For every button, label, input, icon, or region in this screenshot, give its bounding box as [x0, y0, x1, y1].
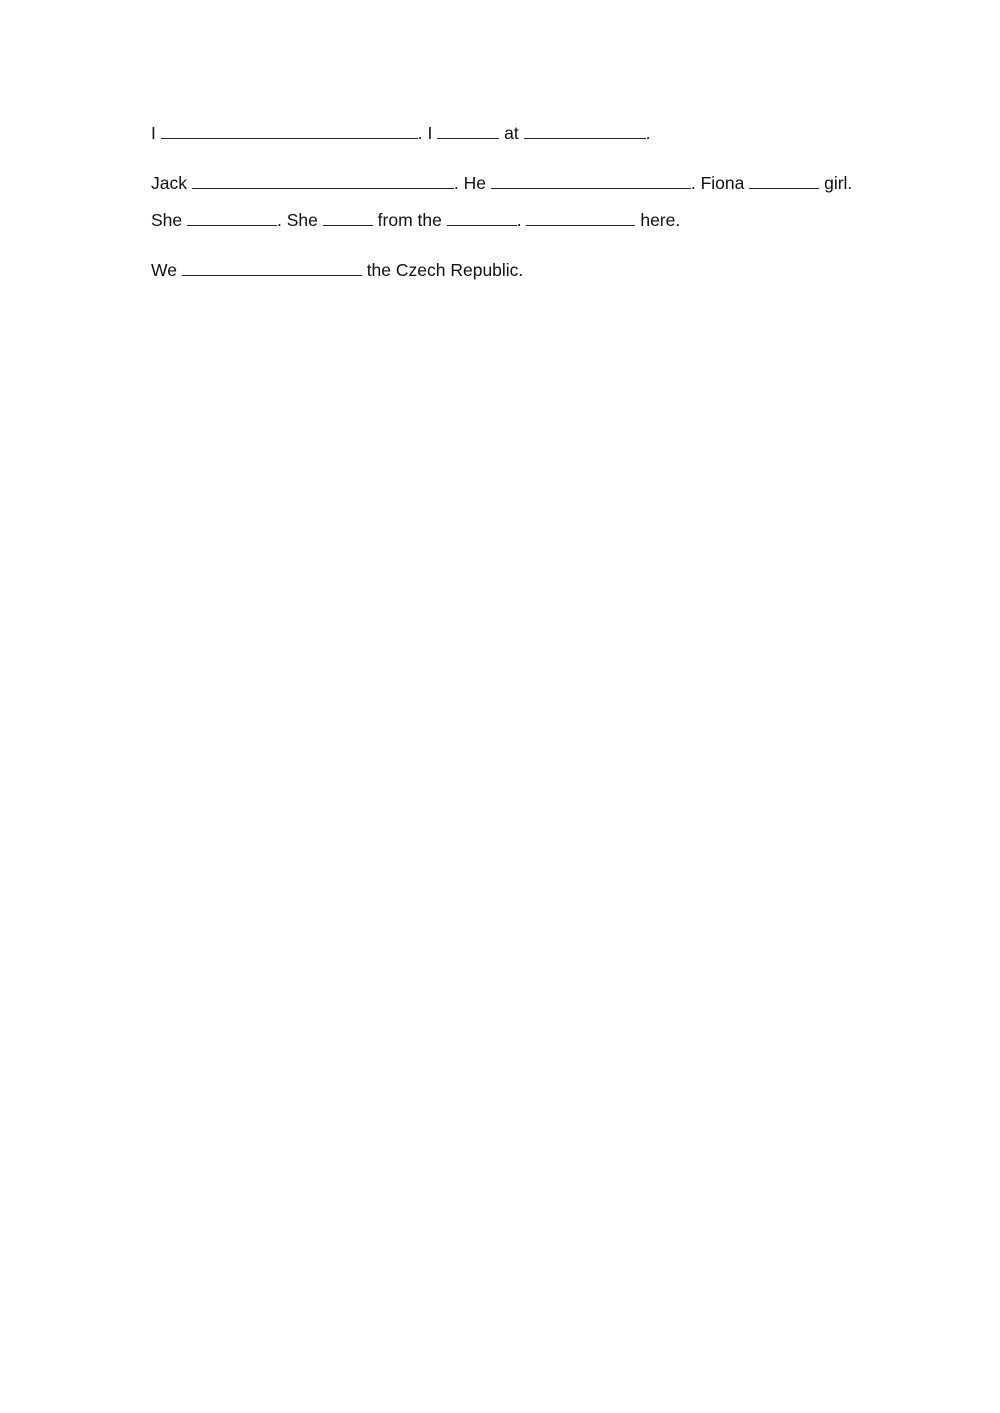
text-fragment: . Fiona	[690, 173, 745, 193]
blank-field[interactable]	[491, 172, 691, 189]
text-fragment: the Czech Republic.	[366, 260, 524, 280]
sentence-line-1	[151, 122, 650, 144]
text-fragment: .	[516, 210, 522, 230]
blank-field[interactable]	[161, 122, 418, 139]
blank-field[interactable]	[524, 122, 646, 139]
text-fragment: We	[151, 260, 177, 280]
blank-field[interactable]	[749, 172, 819, 189]
text-fragment: Jack	[151, 173, 187, 193]
text-fragment: here.	[640, 210, 681, 230]
text-fragment: .	[645, 123, 651, 143]
blank-field[interactable]	[447, 209, 517, 226]
blank-field[interactable]	[182, 259, 362, 276]
blank-field[interactable]	[323, 209, 373, 226]
text-fragment: . I	[417, 123, 433, 143]
text-fragment: She	[151, 210, 183, 230]
blank-field[interactable]	[437, 122, 499, 139]
text-fragment: . She	[277, 210, 318, 230]
text-fragment: I	[151, 123, 156, 143]
text-fragment: . He	[453, 173, 486, 193]
blank-field[interactable]	[526, 209, 635, 226]
sentence-line-4	[151, 259, 523, 281]
text-fragment: at	[504, 123, 519, 143]
sentence-line-2	[151, 172, 852, 194]
sentence-line-3	[151, 209, 680, 231]
text-fragment: from the	[377, 210, 442, 230]
blank-field[interactable]	[187, 209, 277, 226]
blank-field[interactable]	[192, 172, 454, 189]
text-fragment: girl.	[824, 173, 853, 193]
